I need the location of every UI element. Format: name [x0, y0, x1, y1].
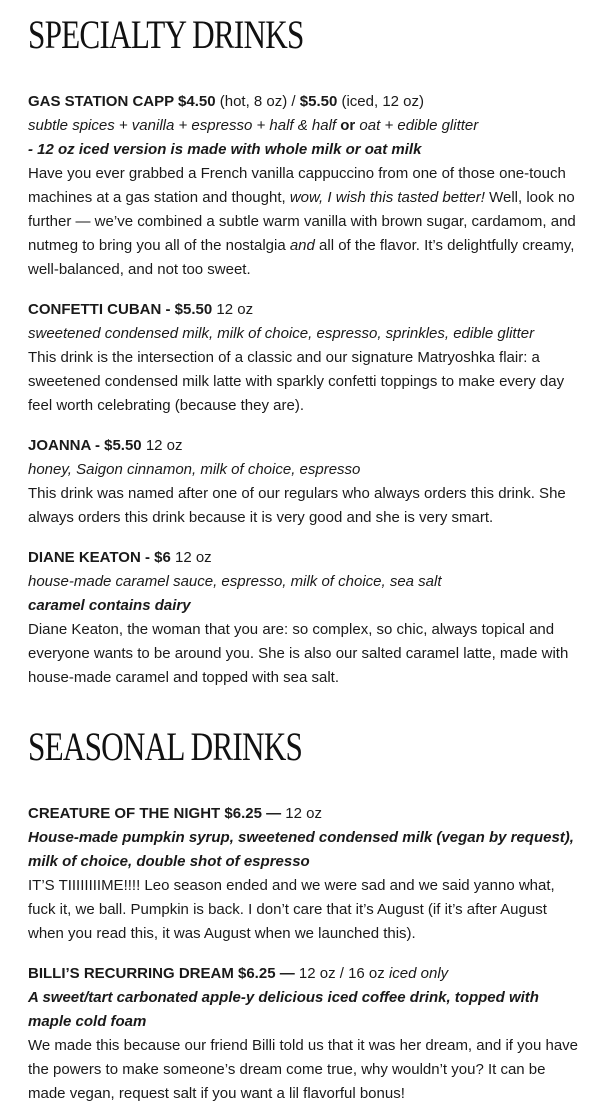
item-size: 12 oz — [281, 805, 322, 822]
description-part: all of the flavor. It’s delightfully creamy, well-balanced, and not too sweet. — [28, 237, 575, 278]
item-header — [28, 298, 583, 322]
item-name-price: CREATURE OF THE NIGHT $6.25 — — [28, 805, 282, 822]
menu-item-confetti-cuban — [28, 298, 583, 418]
menu-item-creature-of-the-night — [28, 802, 583, 946]
item-ingredients: house-made caramel sauce, espresso, milk of choice, sea salt — [28, 573, 442, 590]
item-header — [28, 802, 583, 826]
item-size-hot: (hot, 8 oz) / — [215, 93, 300, 110]
item-name-price: GAS STATION CAPP $4.50 — [28, 93, 216, 110]
item-size: 12 oz — [212, 301, 254, 318]
description-italic: and — [289, 237, 315, 254]
seasonal-drinks-heading: SEASONAL DRINKS — [28, 724, 303, 769]
item-header — [28, 434, 583, 458]
item-name-price: BILLI’S RECURRING DREAM $6.25 — — [28, 965, 295, 982]
item-size: 12 oz — [141, 437, 183, 454]
item-size-iced: (iced, 12 oz) — [337, 93, 425, 110]
ingredients-part: subtle spices + vanilla + espresso + half & half — [28, 117, 341, 134]
description-part: Well, look no further — we’ve combined a subtle warm vanilla with brown sugar, cardamom, and nutmeg to bring you all of the nostalgia — [28, 189, 576, 254]
item-header — [28, 962, 583, 986]
item-description: We made this because our friend Billi told us that it was her dream, and if you have the powers to make someone’s dream come true, why wouldn’t you? It can be made vegan, request salt if you want a lil flavorful bonus! — [28, 1037, 579, 1102]
item-size: 12 oz / 16 oz — [294, 965, 389, 982]
item-iced-price: $5.50 — [299, 93, 338, 110]
item-ingredients: A sweet/tart carbonated apple-y delicious iced coffee drink, topped with maple cold foam — [28, 989, 539, 1030]
item-ingredients — [28, 114, 583, 138]
item-note: - 12 oz iced version is made with whole milk or oat milk — [28, 141, 422, 158]
menu-item-joanna — [28, 434, 583, 530]
menu-item-billis-recurring-dream — [28, 962, 583, 1106]
item-description: This drink was named after one of our regulars who always orders this drink. She always orders this drink because it is very good and she is very smart. — [28, 485, 566, 526]
item-description: This drink is the intersection of a classic and our signature Matryoshka flair: a sweetened condensed milk latte with sparkly confetti toppings to make every day feel worth celebrating (because they are). — [28, 349, 565, 414]
menu-item-gas-station-capp — [28, 90, 583, 282]
item-ingredients: House-made pumpkin syrup, sweetened condensed milk (vegan by request), milk of choice, double shot of espresso — [28, 829, 574, 870]
item-note: caramel contains dairy — [28, 597, 191, 614]
item-name-price: DIANE KEATON - $6 — [28, 549, 171, 566]
menu-item-diane-keaton — [28, 546, 583, 690]
ingredients-or: or — [340, 117, 356, 134]
item-header — [28, 90, 583, 114]
item-name-price: CONFETTI CUBAN - $5.50 — [28, 301, 213, 318]
description-part: Have you ever grabbed a French vanilla cappuccino from one of those one-touch machines at a gas station and thought, — [28, 165, 566, 206]
ingredients-part: oat + edible glitter — [355, 117, 479, 134]
specialty-drinks-heading: SPECIALTY DRINKS — [28, 12, 304, 57]
item-description — [28, 162, 583, 282]
description-italic: wow, I wish this tasted better! — [289, 189, 485, 206]
item-size: 12 oz — [170, 549, 212, 566]
item-description: Diane Keaton, the woman that you are: so complex, so chic, always topical and everyone wants to be around you. She is also our salted caramel latte, made with house-made caramel and topped with sea salt. — [28, 621, 569, 686]
item-ingredients: sweetened condensed milk, milk of choice, espresso, sprinkles, edible glitter — [28, 325, 535, 342]
item-description: IT’S TIIIIIIIIME!!!! Leo season ended and we were sad and we said yanno what, fuck it, we ball. Pumpkin is back. I don’t care that it’s August (if it’s after August when you read this, it was August when we launched this). — [28, 877, 555, 942]
item-name-price: JOANNA - $5.50 — [28, 437, 142, 454]
item-header — [28, 546, 583, 570]
item-ingredients: honey, Saigon cinnamon, milk of choice, espresso — [28, 461, 361, 478]
item-size-note: iced only — [388, 965, 449, 982]
